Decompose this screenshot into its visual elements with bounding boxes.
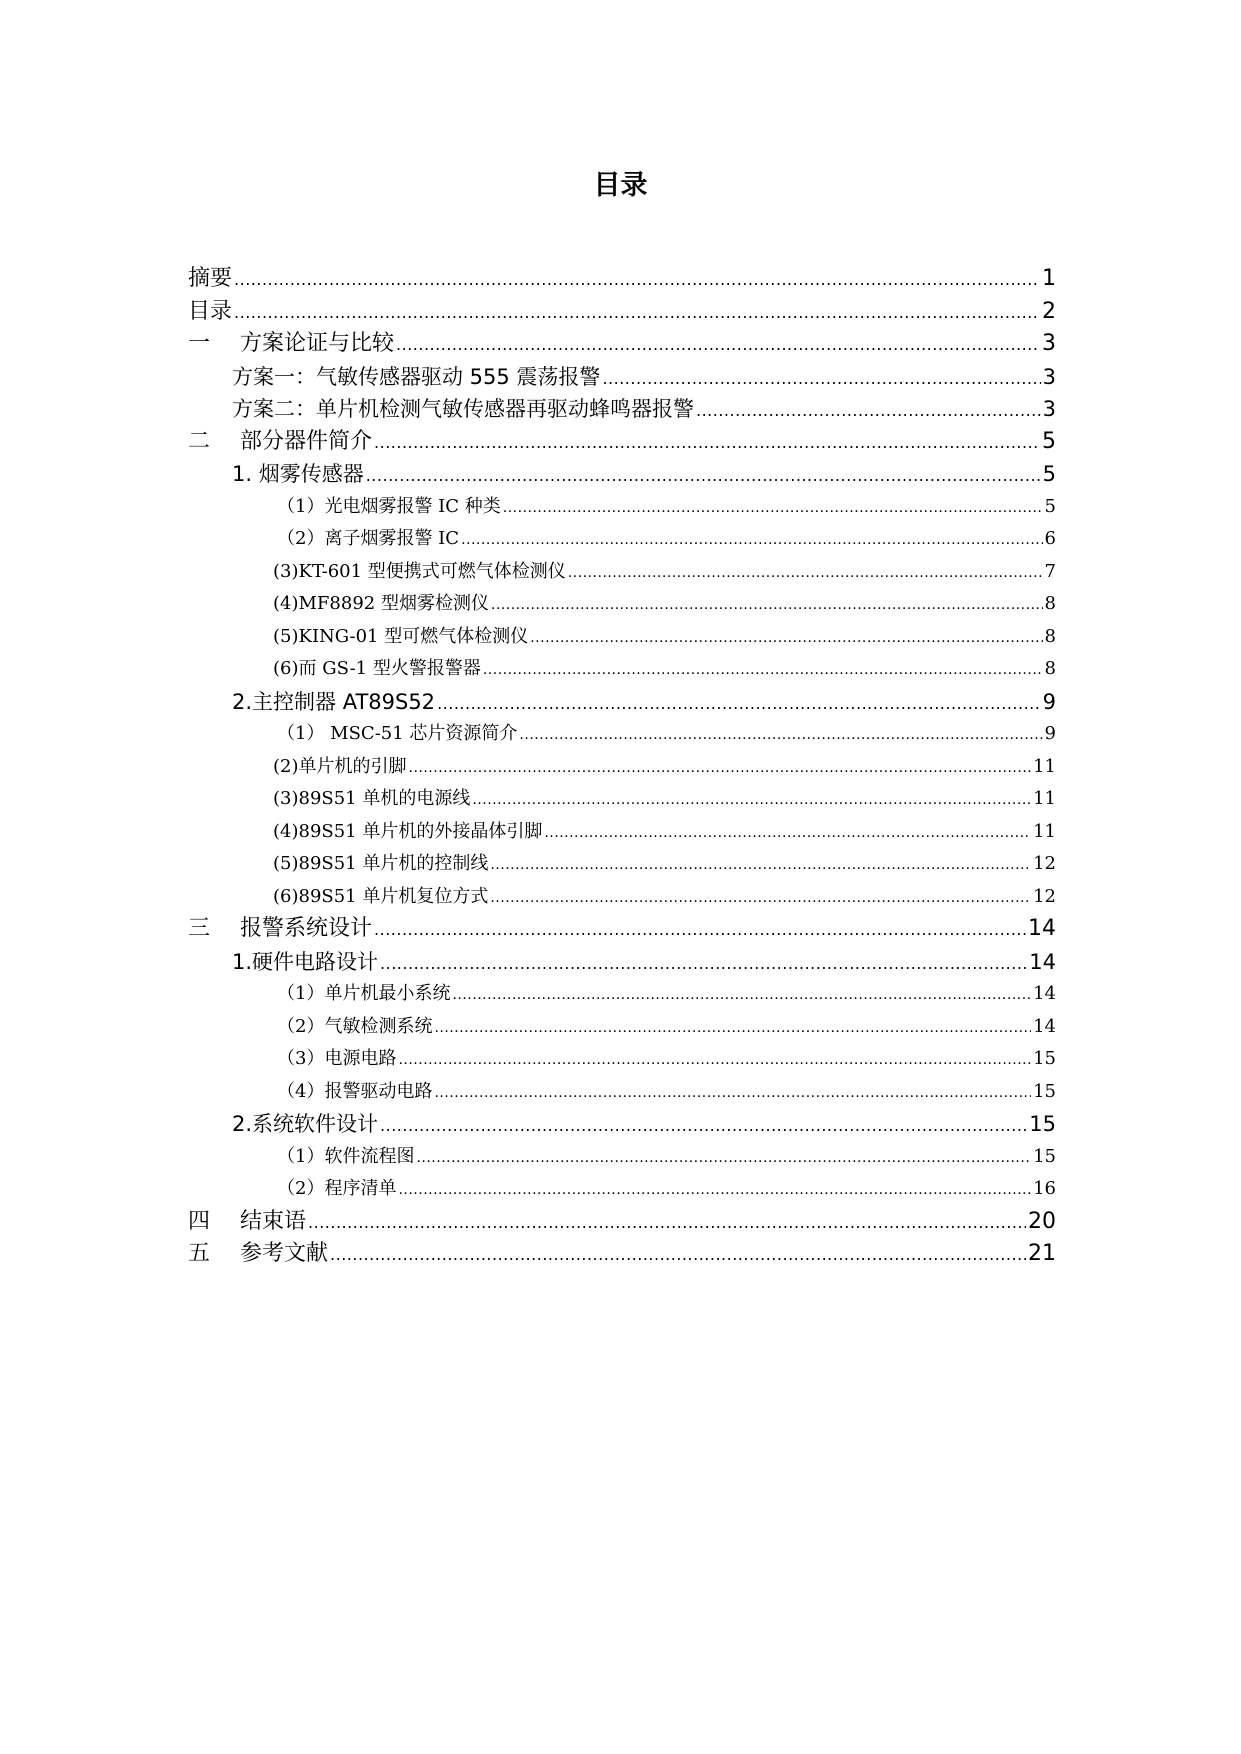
toc-entry[interactable] [188, 1076, 1056, 1109]
dot-leader [330, 1239, 1026, 1272]
toc-entry-label [277, 718, 517, 751]
toc-entry[interactable] [188, 978, 1056, 1011]
toc-page-number: 8 [1044, 658, 1056, 679]
toc-entry[interactable] [188, 946, 1056, 979]
toc-page-number: 15 [1033, 1048, 1056, 1069]
toc-entry-text: （3）电源电路 [277, 1048, 397, 1069]
toc-entry-text: (3)KT-601 型便携式可燃气体检测仪 [273, 560, 566, 582]
toc-entry[interactable] [188, 393, 1056, 426]
toc-entry-text: 摘要 [188, 266, 233, 291]
toc-page-number: 21 [1028, 1241, 1056, 1266]
toc-entry-label [273, 751, 407, 784]
toc-page-number: 11 [1033, 788, 1056, 809]
dot-leader [452, 979, 1031, 1012]
toc-entry-label [232, 458, 364, 491]
toc-entry-text: 参考文献 [240, 1241, 329, 1266]
toc-entry-text: (4)MF8892 型烟雾检测仪 [273, 593, 489, 614]
dot-leader [503, 492, 1043, 525]
toc-entry[interactable] [188, 556, 1056, 589]
toc-page-number: 5 [1044, 495, 1056, 517]
dot-leader [602, 363, 1040, 396]
toc-entry[interactable] [188, 751, 1056, 784]
toc-entry[interactable] [188, 426, 1056, 459]
toc-entry-text: （2）气敏检测系统 [277, 1015, 433, 1037]
toc-entry[interactable] [188, 913, 1056, 946]
toc-entry-label [232, 393, 694, 426]
dot-leader [544, 817, 1031, 850]
toc-entry-text: 方案二：单片机检测气敏传感器再驱动蜂鸣器报警 [232, 397, 694, 421]
dot-leader [366, 460, 1041, 493]
toc-entry[interactable] [188, 686, 1056, 719]
toc-entry[interactable] [188, 1206, 1056, 1239]
toc-page-number: 1 [1042, 266, 1056, 291]
toc-page-number: 12 [1033, 853, 1056, 874]
toc-page-number: 5 [1042, 462, 1056, 486]
toc-entry[interactable] [188, 1173, 1056, 1206]
toc-entry[interactable] [188, 783, 1056, 816]
toc-page-number: 15 [1029, 1112, 1056, 1136]
toc-entry-label [277, 1043, 396, 1076]
toc-entry-label [277, 1173, 396, 1206]
toc-page-number: 8 [1044, 593, 1056, 614]
toc-page-number: 14 [1029, 949, 1056, 974]
toc-entry-label [273, 848, 488, 881]
dot-leader [519, 719, 1042, 752]
toc-page-number: 14 [1033, 983, 1056, 1004]
toc-entry-text: （1）软件流程图 [277, 1145, 415, 1167]
dot-leader [380, 1110, 1027, 1143]
toc-entry-text: （2）离子烟雾报警 IC [277, 528, 460, 549]
toc-entry-text: (6)89S51 单片机复位方式 [273, 885, 489, 907]
toc-page-number: 9 [1042, 689, 1056, 714]
dot-leader [380, 948, 1027, 981]
dot-leader [374, 914, 1026, 947]
dot-leader [696, 395, 1041, 428]
toc-page-number: 3 [1042, 364, 1056, 389]
toc-entry-text: （1） MSC-51 芯片资源简介 [277, 723, 518, 744]
toc-entry[interactable] [188, 296, 1056, 329]
toc-page-number: 11 [1033, 755, 1056, 777]
dot-leader [483, 654, 1043, 687]
toc-entry-label [188, 1238, 328, 1271]
toc-page-number: 8 [1044, 625, 1056, 647]
toc-entry-label [188, 296, 232, 329]
dot-leader [396, 329, 1040, 362]
toc-entry-text: (5)89S51 单片机的控制线 [273, 853, 489, 874]
toc-entry-text: （4）报警驱动电路 [277, 1080, 433, 1102]
toc-entry[interactable] [188, 621, 1056, 654]
dot-leader [434, 1077, 1031, 1110]
toc-page-number: 6 [1044, 528, 1056, 549]
toc-entry[interactable] [188, 588, 1056, 621]
toc-entry-text: 方案一：气敏传感器驱动 555 震荡报警 [232, 364, 601, 389]
toc-chapter-number: 一 [188, 331, 211, 356]
toc-entry-label [277, 978, 450, 1011]
page-title: 目录 [593, 170, 648, 201]
toc-entry[interactable] [188, 491, 1056, 524]
dot-leader [398, 1174, 1031, 1207]
toc-entry-text: （2）程序清单 [277, 1178, 397, 1199]
toc-entry-label [273, 621, 528, 654]
toc-page-number: 3 [1042, 331, 1056, 356]
toc-entry-text: 报警系统设计 [240, 916, 373, 941]
toc-entry-text: (2)单片机的引脚 [273, 755, 407, 777]
toc-entry[interactable] [188, 523, 1056, 556]
dot-leader [568, 557, 1043, 590]
toc-entry-label [277, 523, 459, 556]
toc-entry-label [273, 653, 481, 686]
dot-leader [437, 688, 1041, 721]
toc-entry-label [273, 783, 470, 816]
toc-entry[interactable] [188, 816, 1056, 849]
toc-entry[interactable] [188, 1108, 1056, 1141]
toc-entry[interactable] [188, 328, 1056, 361]
dot-leader [490, 882, 1031, 915]
toc-entry-label [232, 361, 600, 394]
toc-chapter-number: 三 [188, 916, 211, 941]
dot-leader [234, 297, 1040, 330]
toc-page-number: 15 [1033, 1080, 1056, 1102]
dot-leader [416, 1142, 1031, 1175]
toc-entry-label [188, 426, 372, 459]
toc-entry-text: 2.主控制器 AT89S52 [232, 689, 436, 714]
dot-leader [434, 1012, 1031, 1045]
toc-entry[interactable] [188, 881, 1056, 914]
toc-page-number: 12 [1033, 885, 1056, 907]
toc-entry-text: 方案论证与比较 [240, 331, 395, 356]
toc-entry-label [188, 328, 394, 361]
toc-chapter-number: 四 [188, 1208, 211, 1234]
toc-entry-text: （1）光电烟雾报警 IC 种类 [277, 495, 501, 517]
toc-entry-label [277, 1076, 432, 1109]
toc-entry-label [232, 946, 378, 979]
toc-entry[interactable] [188, 263, 1056, 296]
toc-entry-label [232, 686, 435, 719]
toc-entry[interactable] [188, 1141, 1056, 1174]
toc-entry-text: (3)89S51 单机的电源线 [273, 788, 471, 809]
toc-entry-label [188, 263, 232, 296]
toc-page-number: 20 [1028, 1208, 1056, 1234]
toc-page-number: 15 [1033, 1145, 1056, 1167]
toc-page-number: 14 [1033, 1015, 1056, 1037]
toc-page-number: 5 [1042, 428, 1056, 454]
toc-entry[interactable] [188, 1238, 1056, 1271]
dot-leader [234, 264, 1040, 297]
dot-leader [490, 849, 1031, 882]
toc-entry-label [277, 1141, 414, 1174]
toc-entry[interactable] [188, 848, 1056, 881]
toc-entry-text: 1. 烟雾传感器 [232, 462, 364, 486]
toc-entry-label [277, 491, 501, 524]
toc-entry-text: (6)而 GS-1 型火警报警器 [273, 658, 481, 679]
toc-chapter-number: 五 [188, 1241, 211, 1266]
toc-page-number: 16 [1033, 1178, 1056, 1199]
toc-entry-label [188, 1206, 306, 1239]
table-of-contents [188, 263, 1056, 1271]
toc-entry-label [273, 556, 566, 589]
toc-entry-text: 1.硬件电路设计 [232, 949, 379, 974]
toc-page-number: 7 [1044, 560, 1056, 582]
toc-entry-text: 结束语 [240, 1208, 307, 1234]
toc-page-number: 14 [1028, 916, 1056, 941]
toc-entry-label [273, 816, 542, 849]
toc-entry-label [273, 881, 488, 914]
toc-page-number: 2 [1042, 298, 1056, 324]
dot-leader [398, 1044, 1031, 1077]
dot-leader [491, 589, 1043, 622]
toc-entry[interactable] [188, 361, 1056, 394]
toc-entry[interactable] [188, 458, 1056, 491]
toc-entry-label [188, 913, 372, 946]
toc-entry[interactable] [188, 718, 1056, 751]
toc-entry-label [273, 588, 489, 621]
toc-entry-text: 目录 [188, 298, 233, 324]
dot-leader [308, 1207, 1026, 1240]
toc-page-number: 9 [1044, 723, 1056, 744]
toc-entry-label [277, 1011, 432, 1044]
toc-entry-text: (4)89S51 单片机的外接晶体引脚 [273, 820, 543, 842]
toc-entry-text: （1）单片机最小系统 [277, 983, 451, 1004]
toc-chapter-number: 二 [188, 428, 211, 454]
dot-leader [409, 752, 1032, 785]
toc-entry[interactable] [188, 1011, 1056, 1044]
toc-page-number: 3 [1042, 397, 1056, 421]
dot-leader [461, 524, 1042, 557]
toc-entry-text: (5)KING-01 型可燃气体检测仪 [273, 625, 529, 647]
dot-leader [374, 427, 1040, 460]
toc-page-number: 11 [1033, 820, 1056, 842]
dot-leader [472, 784, 1031, 817]
toc-entry-text: 部分器件简介 [240, 428, 373, 454]
toc-entry-label [232, 1108, 378, 1141]
toc-entry[interactable] [188, 653, 1056, 686]
dot-leader [530, 622, 1042, 655]
toc-entry[interactable] [188, 1043, 1056, 1076]
toc-entry-text: 2.系统软件设计 [232, 1112, 379, 1136]
